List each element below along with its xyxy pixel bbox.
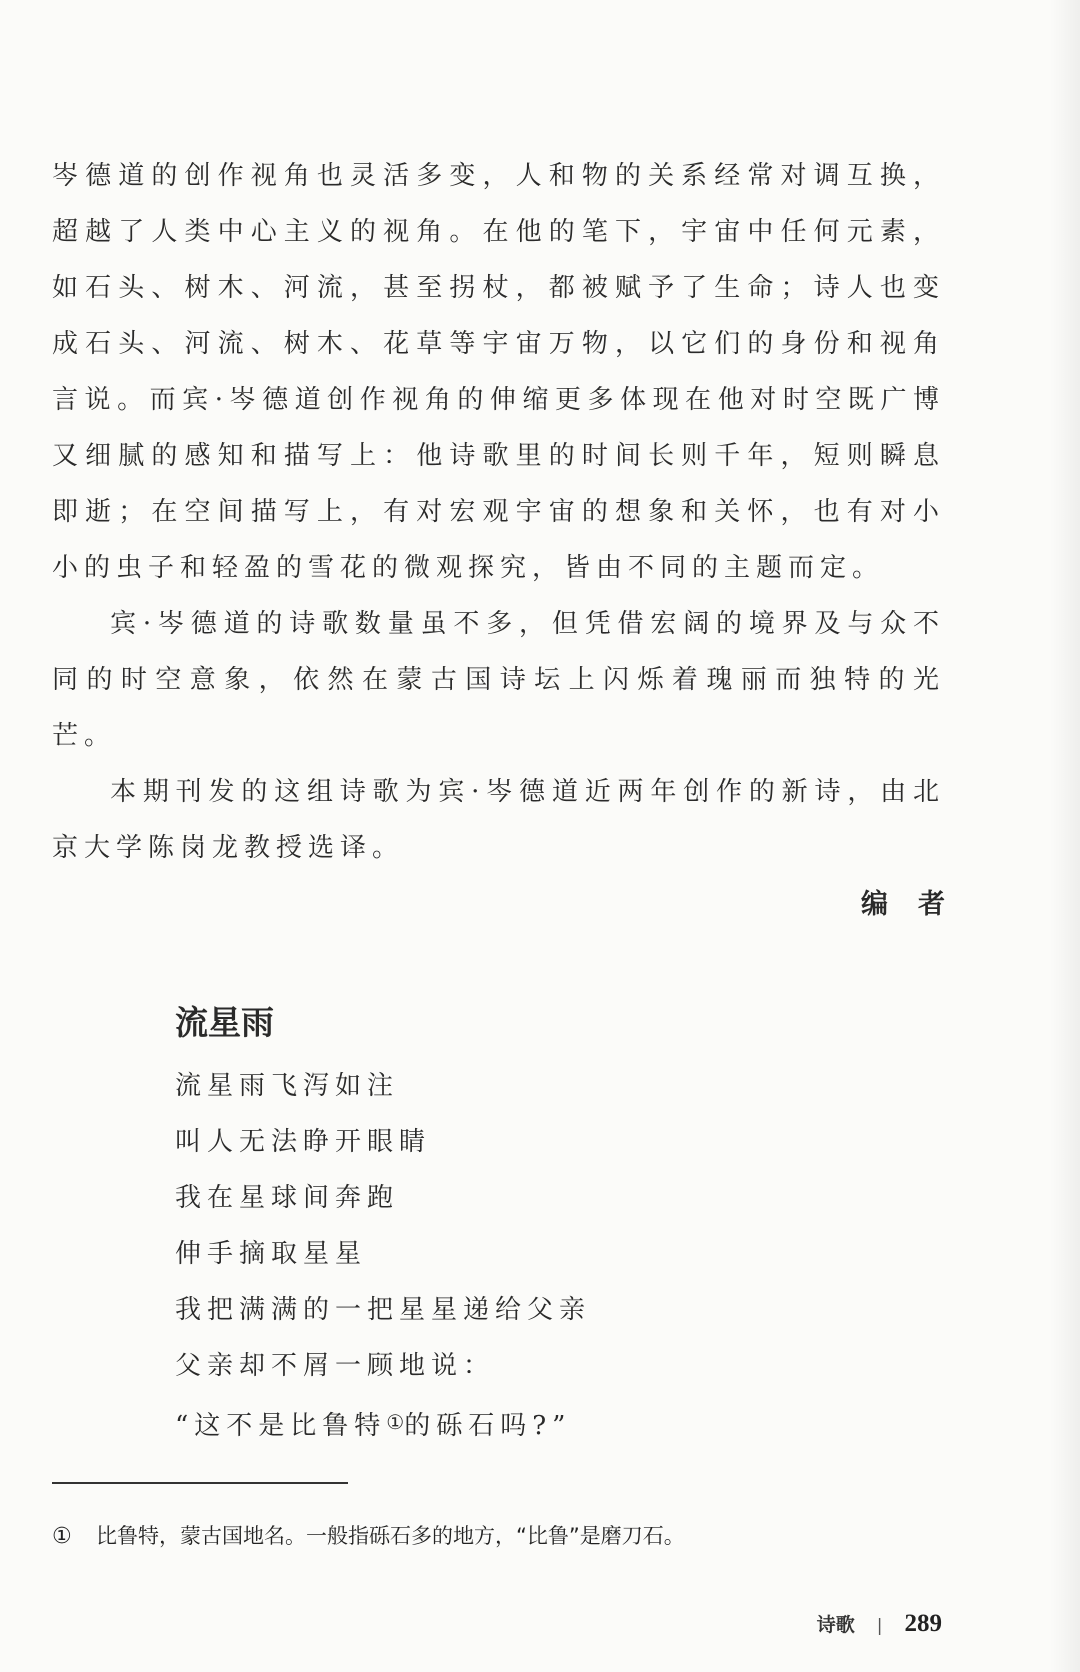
paragraph-translation-credit: 本期刊发的这组诗歌为宾·岑德道近两年创作的新诗，由北京大学陈岗龙教授选译。	[52, 777, 945, 863]
page-number: 289	[904, 1610, 942, 1637]
poem-line: 我在星球间奔跑	[175, 1183, 400, 1213]
poem-line: 我把满满的一把星星递给父亲	[175, 1295, 592, 1325]
poem-line-with-footnote	[175, 1394, 875, 1454]
editor-signature: 编者	[861, 889, 975, 920]
footnote-reference: ①	[386, 1410, 405, 1434]
poem-line: 伸手摘取星星	[175, 1239, 368, 1269]
footnote-text: 比鲁特，蒙古国地名。一般指砾石多的地方，“比鲁”是磨刀石。	[96, 1524, 685, 1548]
poem-line-end: 的砾石吗?”	[404, 1411, 572, 1441]
poem-line-start: “这不是比鲁特	[175, 1411, 387, 1441]
footer-separator: |	[876, 1616, 883, 1636]
page-edge-shadow	[1050, 0, 1080, 1672]
footnote-marker: ①	[52, 1524, 72, 1549]
running-footer	[817, 1610, 942, 1638]
paragraph-poetic-status: 宾·岑德道的诗歌数量虽不多，但凭借宏阔的境界及与众不同的时空意象，依然在蒙古国诗坛上闪烁着瑰丽而独特的光芒。	[52, 609, 945, 751]
poem-line: 父亲却不屑一顾地说：	[175, 1351, 496, 1381]
editor-note	[52, 148, 945, 876]
paragraph-perspective: 岑德道的创作视角也灵活多变，人和物的关系经常对调互换，超越了人类中心主义的视角。在他的笔下，宇宙中任何元素，如石头、树木、河流，甚至拐杖，都被赋予了生命；诗人也变成石头、河流、树木、花草等宇宙万物，以它们的身份和视角言说。而宾·岑德道创作视角的伸缩更多体现在他对时空既广博又细腻的感知和描写上：他诗歌里的时间长则千年，短则瞬息即逝；在空间描写上，有对宏观宇宙的想象和关怀，也有对小小的虫子和轻盈的雪花的微观探究，皆由不同的主题而定。	[52, 161, 945, 583]
footnote	[52, 1520, 685, 1553]
section-name: 诗歌	[816, 1614, 855, 1636]
poem-line: 流星雨飞泻如注	[175, 1071, 400, 1101]
poem-line: 叫人无法睁开眼睛	[175, 1127, 432, 1157]
poem-title: 流星雨	[175, 1003, 274, 1042]
poem	[175, 998, 875, 1454]
footnote-divider	[52, 1482, 348, 1484]
